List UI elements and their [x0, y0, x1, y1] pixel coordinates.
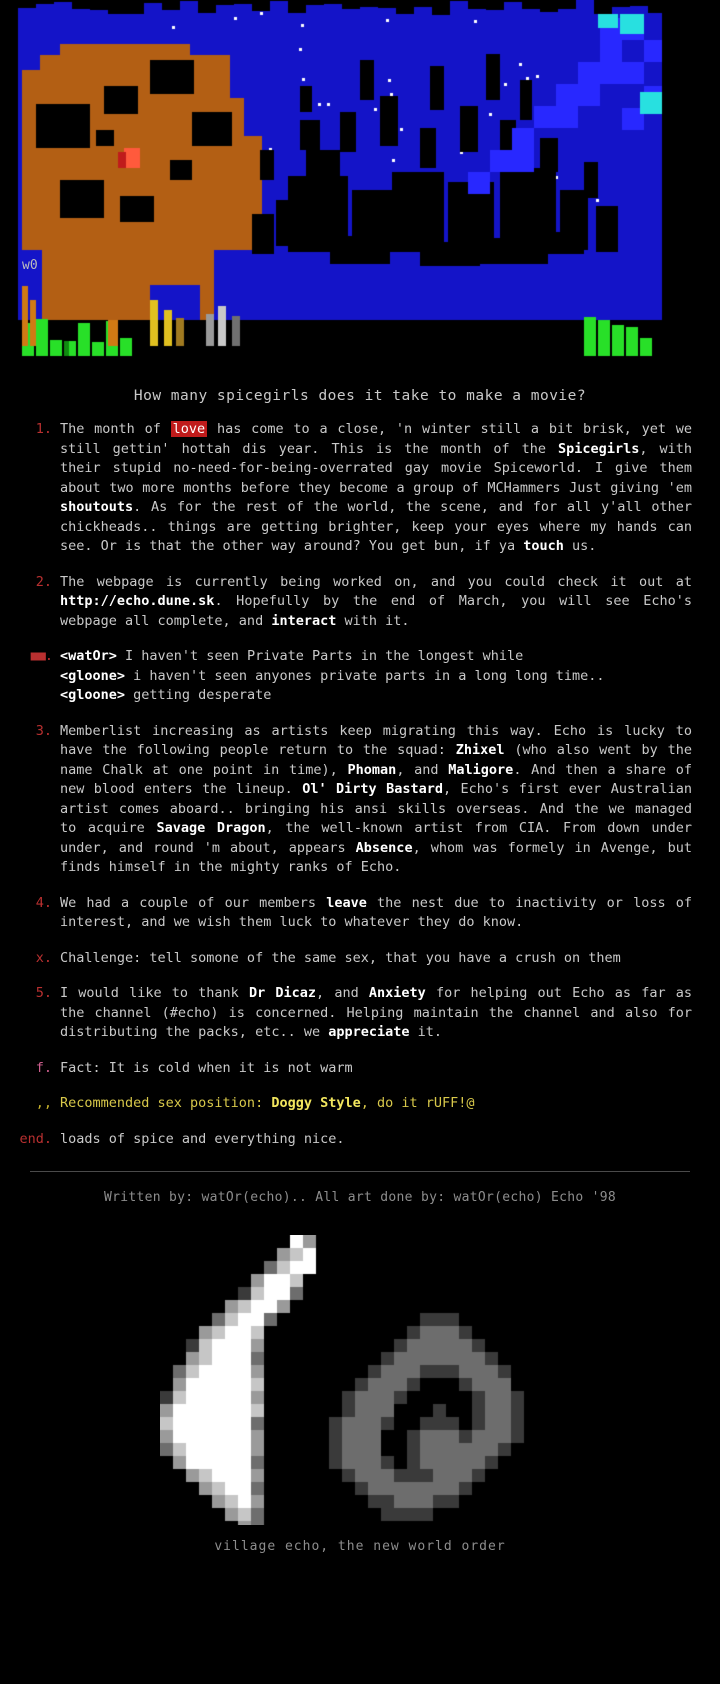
news-item [0, 722, 720, 878]
text-run: . As for the rest of the world, the scene, and for all y'all other chickheads.. things are getting brighter, keep your eyes where my hands can see. Or is that the other way around? You get bun, if ya [60, 499, 692, 554]
news-item-marker: x. [35, 949, 52, 966]
highlighted-word: Maligore [448, 761, 514, 778]
news-item-text [60, 894, 692, 933]
text-run: The webpage is currently being worked on, and you could check it out at [60, 573, 692, 590]
text-run: (who also went by the name Chalk at one point in time), [60, 742, 692, 778]
numbered-items-top [0, 420, 720, 631]
highlighted-word: Savage Dragon [156, 820, 266, 836]
text-run: has come to a close, 'n winter still a bit brisk, yet we still gettin' hottah dis year. This is the month of the [60, 421, 692, 457]
news-item-marker: f. [35, 1059, 52, 1076]
text-run: , whom was formely in Avenge, but finds himself in the mighty ranks of Echo. [60, 839, 692, 875]
news-item-text [60, 420, 692, 557]
news-item [0, 420, 720, 557]
news-item-text [60, 573, 692, 632]
chat-nick: <gloone> [60, 687, 126, 703]
chat-nick: <watOr> [60, 648, 117, 664]
chat-text: i haven't seen anyones private parts in a long long time.. [125, 667, 605, 684]
text-run: Recommended sex position: [60, 1095, 272, 1111]
chat-log-body [60, 647, 692, 706]
ansi-art-canvas [0, 0, 720, 368]
highlighted-word: http://echo.dune.sk [60, 593, 215, 609]
highlighted-word: Spicegirls [558, 440, 640, 457]
page-title: How many spicegirls does it take to make a movie? [133, 388, 587, 404]
text-run: We had a couple of our members [60, 894, 327, 911]
text-run: with it. [336, 612, 410, 629]
news-item-text [60, 1094, 692, 1114]
highlighted-word: leave [326, 894, 367, 911]
text-run: , Echo's first ever Australian artist comes aboard.. bringing his ansi skills overseas. And the we managed to acquire [60, 781, 693, 836]
news-item-text [60, 722, 692, 878]
text-run: loads of spice and everything nice. [60, 1130, 345, 1147]
footer-tagline: village echo, the new world order [214, 1539, 506, 1554]
text-run: us. [563, 538, 597, 554]
text-run: it. [409, 1024, 443, 1040]
news-item [0, 894, 720, 933]
highlighted-word: Phoman [347, 761, 397, 778]
chat-line [60, 647, 692, 667]
news-item [0, 949, 720, 969]
news-item [0, 1130, 720, 1150]
text-run: , do it rUFF!@ [360, 1095, 475, 1111]
news-item-marker: 1. [35, 421, 52, 437]
chat-line [60, 667, 692, 687]
news-item [0, 573, 720, 632]
news-item-marker: 4. [35, 894, 52, 911]
text-run: the nest due to inactivity or loss of interest, and we wish them luck to whatever they do know. [60, 894, 692, 930]
news-item-marker: ,, [35, 1095, 52, 1111]
news-item-marker: 2. [35, 573, 52, 590]
text-run: Memberlist increasing as artists keep migrating this way. Echo is lucky to have the following people return to the squad: [60, 722, 692, 758]
news-item [0, 1094, 720, 1114]
ansi-art-header [0, 0, 720, 368]
news-item-marker: 5. [35, 985, 52, 1001]
text-run: I would like to thank [60, 985, 249, 1001]
news-item-marker: end. [19, 1130, 52, 1147]
chat-log-marker: ■■. [30, 648, 52, 664]
highlighted-word: interact [271, 612, 337, 629]
news-item [0, 1059, 720, 1079]
text-run: for helping out Echo as far as the channel (#echo) is concerned. Helping maintain the channel and also for distributing the packs, etc.. we [60, 985, 692, 1040]
chat-line [60, 686, 692, 706]
artist-signature: w0 [22, 258, 38, 273]
highlighted-word: Ol' Dirty Bastard [302, 781, 443, 797]
text-run: . And then a share of new blood enters the lineup. [60, 761, 692, 797]
highlighted-word: Doggy Style [271, 1095, 361, 1111]
chat-text: getting desperate [125, 687, 272, 703]
divider [30, 1171, 690, 1172]
text-run: Fact: It is cold when it is not warm [60, 1059, 353, 1076]
chat-log-item [0, 647, 720, 706]
love-highlight: love [172, 421, 206, 437]
highlighted-word: touch [523, 538, 564, 554]
highlighted-word: shoutouts [60, 499, 134, 515]
highlighted-word: appreciate [328, 1024, 410, 1040]
text-run: , with their stupid no-need-for-being-overrated gay movie Spiceworld. I give them about two more months before they become a group of MCHammers Just giving 'em [60, 440, 692, 496]
chat-text: I haven't seen Private Parts in the longest while [116, 648, 524, 664]
news-item-marker: 3. [35, 722, 52, 739]
text-run: , and [396, 761, 449, 778]
news-item [0, 984, 720, 1043]
credit-line: Written by: watOr(echo).. All art done by: watOr(echo) Echo '98 [104, 1190, 616, 1205]
highlighted-word: Dr Dicaz [248, 985, 317, 1001]
news-item-text [60, 984, 692, 1043]
text-run: Challenge: tell somone of the same sex, that you have a crush on them [60, 949, 621, 966]
news-item-text [60, 1130, 692, 1150]
text-run: . Hopefully by the end of March, you will see Echo's webpage all complete, and [60, 593, 692, 629]
news-item-text [60, 949, 692, 969]
text-run: The month of [60, 421, 171, 437]
text-run: , the well-known artist from CIA. From down under under, and round 'm about, appears [60, 820, 692, 856]
chat-nick: <gloone> [60, 667, 126, 684]
highlighted-word: Zhixel [455, 742, 505, 758]
highlighted-word: Anxiety [368, 985, 426, 1001]
newsletter-body [0, 388, 720, 1568]
group-logo [0, 1235, 720, 1535]
news-item-text [60, 1059, 692, 1079]
highlighted-word: Absence [355, 839, 413, 856]
numbered-items-bottom [0, 722, 720, 1150]
group-logo-canvas [160, 1235, 560, 1525]
text-run: , and [316, 985, 369, 1001]
